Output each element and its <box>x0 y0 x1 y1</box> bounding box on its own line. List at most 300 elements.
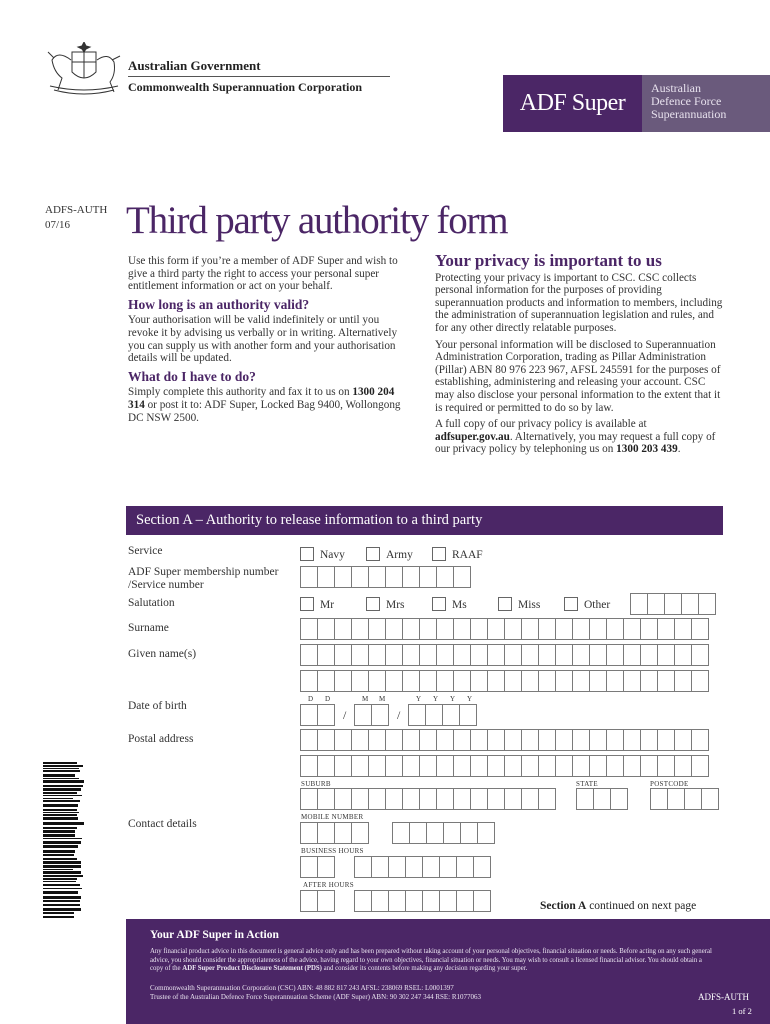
comb-box[interactable] <box>419 788 437 810</box>
barcode-bar <box>43 809 77 811</box>
comb-box[interactable] <box>354 704 372 726</box>
footer-corp-line: Commonwealth Superannuation Corporation (CSC) ABN: 48 882 817 243 AFSL: 238069 RSEL: L0001397 <box>150 984 454 992</box>
comb-box[interactable] <box>555 618 573 640</box>
comb-box[interactable] <box>521 644 539 666</box>
comb-box[interactable] <box>640 729 658 751</box>
comb-box[interactable] <box>368 729 386 751</box>
comb-box[interactable] <box>681 593 699 615</box>
comb-box[interactable] <box>453 618 471 640</box>
comb-box[interactable] <box>674 729 692 751</box>
comb-box[interactable] <box>422 856 440 878</box>
comb-box[interactable] <box>623 729 641 751</box>
comb-box[interactable] <box>385 788 403 810</box>
brand-line: Australian <box>651 81 701 95</box>
comb-box[interactable] <box>487 788 505 810</box>
barcode-bar <box>43 780 84 783</box>
business-hours-label: BUSINESS HOURS <box>301 847 364 855</box>
comb-box[interactable] <box>334 729 352 751</box>
comb-box[interactable] <box>504 618 522 640</box>
barcode-bar <box>43 850 75 853</box>
comb-box[interactable] <box>422 890 440 912</box>
after-hours-area-code-field[interactable] <box>300 890 334 912</box>
comb-box[interactable] <box>657 644 675 666</box>
comb-box[interactable] <box>317 618 335 640</box>
footer-pds: ADF Super Product Disclosure Statement (PDS) <box>182 965 322 973</box>
comb-box[interactable] <box>334 644 352 666</box>
comb-box[interactable] <box>589 670 607 692</box>
comb-box[interactable] <box>657 729 675 751</box>
mobile-prefix-field[interactable] <box>300 822 368 844</box>
comb-box[interactable] <box>538 670 556 692</box>
comb-box[interactable] <box>419 729 437 751</box>
barcode-bar <box>43 878 77 880</box>
comb-box[interactable] <box>650 788 668 810</box>
comb-box[interactable] <box>674 618 692 640</box>
comb-box[interactable] <box>436 566 454 588</box>
given-names-field-line1[interactable] <box>300 644 708 666</box>
comb-box[interactable] <box>504 644 522 666</box>
comb-box[interactable] <box>419 644 437 666</box>
comb-box[interactable] <box>419 566 437 588</box>
comb-box[interactable] <box>555 670 573 692</box>
comb-box[interactable] <box>351 644 369 666</box>
service-navy-checkbox[interactable] <box>300 547 314 561</box>
given-names-field-line2[interactable] <box>300 670 708 692</box>
comb-box[interactable] <box>589 755 607 777</box>
salutation-mrs-checkbox[interactable] <box>366 597 380 611</box>
form-code-date: 07/16 <box>45 219 71 231</box>
comb-box[interactable] <box>388 856 406 878</box>
comb-box[interactable] <box>419 618 437 640</box>
comb-box[interactable] <box>402 566 420 588</box>
comb-box[interactable] <box>371 704 389 726</box>
comb-box[interactable] <box>606 670 624 692</box>
comb-box[interactable] <box>538 618 556 640</box>
comb-box[interactable] <box>436 755 454 777</box>
membership-label <box>128 566 278 592</box>
comb-box[interactable] <box>698 593 716 615</box>
comb-box[interactable] <box>459 704 477 726</box>
comb-box[interactable] <box>300 822 318 844</box>
comb-box[interactable] <box>402 618 420 640</box>
comb-box[interactable] <box>351 729 369 751</box>
comb-box[interactable] <box>538 755 556 777</box>
barcode-bar <box>43 912 74 914</box>
barcode-bar <box>43 891 78 894</box>
comb-box[interactable] <box>300 755 318 777</box>
comb-box[interactable] <box>351 618 369 640</box>
barcode-bar <box>43 778 79 779</box>
comb-box[interactable] <box>576 788 594 810</box>
comb-box[interactable] <box>691 618 709 640</box>
comb-box[interactable] <box>317 856 335 878</box>
salutation-mr-checkbox[interactable] <box>300 597 314 611</box>
salutation-other-label: Other <box>584 599 611 611</box>
comb-box[interactable] <box>351 755 369 777</box>
barcode-bar <box>43 858 77 860</box>
comb-box[interactable] <box>368 755 386 777</box>
comb-box[interactable] <box>300 670 318 692</box>
comb-box[interactable] <box>572 670 590 692</box>
barcode-bar <box>43 830 75 833</box>
after-hours-phone-field[interactable] <box>354 890 490 912</box>
comb-box[interactable] <box>572 755 590 777</box>
surname-label: Surname <box>128 622 169 634</box>
government-title: Australian Government <box>128 58 261 73</box>
fax-number: 1300 204 314 <box>128 386 395 411</box>
comb-box[interactable] <box>674 644 692 666</box>
comb-box[interactable] <box>300 704 318 726</box>
comb-box[interactable] <box>470 670 488 692</box>
barcode-bar <box>43 845 78 848</box>
comb-box[interactable] <box>368 566 386 588</box>
comb-box[interactable] <box>334 755 352 777</box>
comb-box[interactable] <box>589 729 607 751</box>
salutation-label: Salutation <box>128 597 175 609</box>
comb-box[interactable] <box>701 788 719 810</box>
comb-box[interactable] <box>442 704 460 726</box>
comb-box[interactable] <box>300 788 318 810</box>
comb-box[interactable] <box>589 618 607 640</box>
comb-box[interactable] <box>572 618 590 640</box>
comb-box[interactable] <box>640 644 658 666</box>
comb-box[interactable] <box>606 644 624 666</box>
continued-note-bold: Section A <box>540 900 587 912</box>
comb-box[interactable] <box>351 670 369 692</box>
barcode-bar <box>43 770 80 772</box>
barcode-bar <box>43 788 81 791</box>
dob-hint-m2: M <box>379 695 386 703</box>
comb-box[interactable] <box>640 670 658 692</box>
comb-box[interactable] <box>470 788 488 810</box>
comb-box[interactable] <box>691 670 709 692</box>
comb-box[interactable] <box>439 890 457 912</box>
comb-box[interactable] <box>470 755 488 777</box>
comb-box[interactable] <box>667 788 685 810</box>
comb-box[interactable] <box>351 566 369 588</box>
comb-box[interactable] <box>436 788 454 810</box>
comb-box[interactable] <box>691 644 709 666</box>
comb-box[interactable] <box>521 755 539 777</box>
comb-box[interactable] <box>453 566 471 588</box>
comb-box[interactable] <box>443 822 461 844</box>
comb-box[interactable] <box>317 788 335 810</box>
comb-box[interactable] <box>487 670 505 692</box>
dob-month-field[interactable] <box>354 704 388 726</box>
comb-box[interactable] <box>317 644 335 666</box>
comb-box[interactable] <box>385 566 403 588</box>
comb-box[interactable] <box>504 755 522 777</box>
comb-box[interactable] <box>647 593 665 615</box>
comb-box[interactable] <box>453 788 471 810</box>
privacy-text-1: Protecting your privacy is important to CSC. CSC collects personal information for the purposes of providing superannuation products and information to members, including the administration of superannuation legislation and rules, and for any other directly relatable purposes. <box>435 271 723 334</box>
brand-logo: ADF Super <box>503 75 642 132</box>
postal-address-field-line2[interactable] <box>300 755 708 777</box>
comb-box[interactable] <box>402 670 420 692</box>
comb-box[interactable] <box>368 670 386 692</box>
dob-separator: / <box>397 708 401 722</box>
comb-box[interactable] <box>453 670 471 692</box>
comb-box[interactable] <box>640 618 658 640</box>
comb-box[interactable] <box>640 755 658 777</box>
comb-box[interactable] <box>606 755 624 777</box>
comb-box[interactable] <box>473 856 491 878</box>
dob-year-field[interactable] <box>408 704 476 726</box>
comb-box[interactable] <box>385 618 403 640</box>
barcode-bar <box>43 888 82 889</box>
service-label: Service <box>128 545 163 557</box>
dob-hint-y3: Y <box>450 695 456 703</box>
comb-box[interactable] <box>419 670 437 692</box>
comb-box[interactable] <box>470 644 488 666</box>
state-field[interactable] <box>576 788 627 810</box>
barcode-bar <box>43 865 81 868</box>
comb-box[interactable] <box>408 704 426 726</box>
dob-hint-m1: M <box>362 695 369 703</box>
service-navy-label: Navy <box>320 549 345 561</box>
mobile-number-label: MOBILE NUMBER <box>301 813 364 821</box>
brand-line: Superannuation <box>651 107 727 121</box>
comb-box[interactable] <box>368 618 386 640</box>
todo-text <box>128 386 408 424</box>
comb-box[interactable] <box>572 644 590 666</box>
comb-box[interactable] <box>351 822 369 844</box>
barcode-bar <box>43 798 73 799</box>
barcode-bar <box>43 804 78 807</box>
salutation-miss-label: Miss <box>518 599 541 611</box>
comb-box[interactable] <box>477 822 495 844</box>
comb-box[interactable] <box>436 729 454 751</box>
comb-box[interactable] <box>354 890 372 912</box>
comb-box[interactable] <box>402 788 420 810</box>
comb-box[interactable] <box>300 644 318 666</box>
coat-of-arms-icon <box>44 42 124 98</box>
todo-text-a: Simply complete this authority and fax it to us on <box>128 386 353 399</box>
comb-box[interactable] <box>623 755 641 777</box>
form-code-id: ADFS-AUTH <box>45 204 108 216</box>
service-raaf-checkbox[interactable] <box>432 547 446 561</box>
barcode-bar <box>43 765 83 767</box>
comb-box[interactable] <box>409 822 427 844</box>
header-divider <box>128 76 390 77</box>
comb-box[interactable] <box>593 788 611 810</box>
barcode-bar <box>43 814 77 816</box>
comb-box[interactable] <box>385 670 403 692</box>
comb-box[interactable] <box>630 593 648 615</box>
comb-box[interactable] <box>555 644 573 666</box>
postcode-field[interactable] <box>650 788 718 810</box>
comb-box[interactable] <box>385 755 403 777</box>
barcode-bar <box>43 768 79 769</box>
postal-address-field-line1[interactable] <box>300 729 708 751</box>
comb-box[interactable] <box>317 755 335 777</box>
comb-box[interactable] <box>300 729 318 751</box>
comb-box[interactable] <box>453 729 471 751</box>
comb-box[interactable] <box>555 755 573 777</box>
brand-line: Defence Force <box>651 94 722 108</box>
comb-box[interactable] <box>419 755 437 777</box>
comb-box[interactable] <box>317 729 335 751</box>
comb-box[interactable] <box>453 755 471 777</box>
comb-box[interactable] <box>657 755 675 777</box>
comb-box[interactable] <box>385 729 403 751</box>
salutation-miss-checkbox[interactable] <box>498 597 512 611</box>
comb-box[interactable] <box>439 856 457 878</box>
comb-box[interactable] <box>538 729 556 751</box>
salutation-ms-label: Ms <box>452 599 467 611</box>
comb-box[interactable] <box>300 856 318 878</box>
comb-box[interactable] <box>691 755 709 777</box>
comb-box[interactable] <box>691 729 709 751</box>
barcode-bar <box>43 881 76 882</box>
comb-box[interactable] <box>521 788 539 810</box>
comb-box[interactable] <box>572 729 590 751</box>
salutation-ms-checkbox[interactable] <box>432 597 446 611</box>
comb-box[interactable] <box>684 788 702 810</box>
comb-box[interactable] <box>504 670 522 692</box>
comb-box[interactable] <box>456 856 474 878</box>
comb-box[interactable] <box>460 822 478 844</box>
barcode-bar <box>43 871 81 874</box>
business-phone-field[interactable] <box>354 856 490 878</box>
comb-box[interactable] <box>351 788 369 810</box>
comb-box[interactable] <box>405 856 423 878</box>
dob-hint-y2: Y <box>433 695 439 703</box>
comb-box[interactable] <box>334 788 352 810</box>
service-raaf-label: RAAF <box>452 549 483 561</box>
comb-box[interactable] <box>317 566 335 588</box>
comb-box[interactable] <box>589 644 607 666</box>
mobile-number-field[interactable] <box>392 822 494 844</box>
comb-box[interactable] <box>521 729 539 751</box>
comb-box[interactable] <box>657 618 675 640</box>
comb-box[interactable] <box>521 670 539 692</box>
comb-box[interactable] <box>623 670 641 692</box>
dob-day-field[interactable] <box>300 704 334 726</box>
after-hours-label: AFTER HOURS <box>303 881 354 889</box>
comb-box[interactable] <box>504 729 522 751</box>
comb-box[interactable] <box>425 704 443 726</box>
barcode-bar <box>43 900 80 902</box>
comb-box[interactable] <box>473 890 491 912</box>
comb-box[interactable] <box>470 618 488 640</box>
comb-box[interactable] <box>426 822 444 844</box>
comb-box[interactable] <box>436 670 454 692</box>
page-title: Third party authority form <box>126 199 508 242</box>
comb-box[interactable] <box>405 890 423 912</box>
comb-box[interactable] <box>317 822 335 844</box>
comb-box[interactable] <box>487 644 505 666</box>
barcode-bar <box>43 792 77 794</box>
footer-form-code: ADFS-AUTH <box>698 992 750 1002</box>
comb-box[interactable] <box>436 644 454 666</box>
footer-disclaimer <box>150 948 715 974</box>
comb-box[interactable] <box>402 729 420 751</box>
comb-box[interactable] <box>610 788 628 810</box>
comb-box[interactable] <box>674 670 692 692</box>
comb-box[interactable] <box>300 890 318 912</box>
comb-box[interactable] <box>317 704 335 726</box>
comb-box[interactable] <box>470 729 488 751</box>
comb-box[interactable] <box>657 670 675 692</box>
barcode-bar <box>43 812 79 813</box>
comb-box[interactable] <box>606 618 624 640</box>
barcode-bar <box>43 884 80 886</box>
barcode-bar <box>43 916 74 918</box>
comb-box[interactable] <box>487 729 505 751</box>
salutation-other-field[interactable] <box>630 593 715 615</box>
comb-box[interactable] <box>487 618 505 640</box>
comb-box[interactable] <box>371 890 389 912</box>
comb-box[interactable] <box>504 788 522 810</box>
service-army-label: Army <box>386 549 413 561</box>
comb-box[interactable] <box>317 890 335 912</box>
privacy-text-3 <box>435 418 723 456</box>
comb-box[interactable] <box>664 593 682 615</box>
surname-field[interactable] <box>300 618 708 640</box>
comb-box[interactable] <box>456 890 474 912</box>
comb-box[interactable] <box>623 618 641 640</box>
suburb-field[interactable] <box>300 788 555 810</box>
comb-box[interactable] <box>555 729 573 751</box>
comb-box[interactable] <box>371 856 389 878</box>
comb-box[interactable] <box>674 755 692 777</box>
comb-box[interactable] <box>334 566 352 588</box>
comb-box[interactable] <box>317 670 335 692</box>
validity-text: Your authorisation will be valid indefinitely or until you revoke it by advising us verbally or in writing. Alternatively you can supply us with another form and your authorisation details will be updated. <box>128 314 398 365</box>
comb-box[interactable] <box>300 566 318 588</box>
page-number: 1 of 2 <box>732 1006 752 1016</box>
corporation-name: Commonwealth Superannuation Corporation <box>128 80 363 94</box>
barcode-bar <box>43 827 77 829</box>
comb-box[interactable] <box>368 644 386 666</box>
comb-box[interactable] <box>368 788 386 810</box>
barcode-bar <box>43 834 75 837</box>
comb-box[interactable] <box>402 755 420 777</box>
comb-box[interactable] <box>623 644 641 666</box>
comb-box[interactable] <box>436 618 454 640</box>
comb-box[interactable] <box>538 788 556 810</box>
comb-box[interactable] <box>388 890 406 912</box>
salutation-other-checkbox[interactable] <box>564 597 578 611</box>
comb-box[interactable] <box>334 822 352 844</box>
comb-box[interactable] <box>334 618 352 640</box>
comb-box[interactable] <box>521 618 539 640</box>
comb-box[interactable] <box>300 618 318 640</box>
dob-hint-y1: Y <box>416 695 422 703</box>
form-code <box>45 203 107 233</box>
business-area-code-field[interactable] <box>300 856 334 878</box>
comb-box[interactable] <box>606 729 624 751</box>
comb-box[interactable] <box>453 644 471 666</box>
barcode-bar <box>43 904 80 906</box>
service-army-checkbox[interactable] <box>366 547 380 561</box>
privacy-phone: 1300 203 439 <box>616 443 678 456</box>
footer-disclaimer-b: and consider its contents before making any decision regarding your super. <box>321 965 528 973</box>
privacy-text-3a: A full copy of our privacy policy is available at <box>435 418 647 431</box>
comb-box[interactable] <box>385 644 403 666</box>
continued-note <box>540 900 696 912</box>
comb-box[interactable] <box>354 856 372 878</box>
comb-box[interactable] <box>402 644 420 666</box>
barcode-bar <box>43 817 78 820</box>
comb-box[interactable] <box>334 670 352 692</box>
privacy-heading: Your privacy is important to us <box>435 251 662 270</box>
comb-box[interactable] <box>392 822 410 844</box>
comb-box[interactable] <box>487 755 505 777</box>
comb-box[interactable] <box>538 644 556 666</box>
membership-number-field[interactable] <box>300 566 470 588</box>
